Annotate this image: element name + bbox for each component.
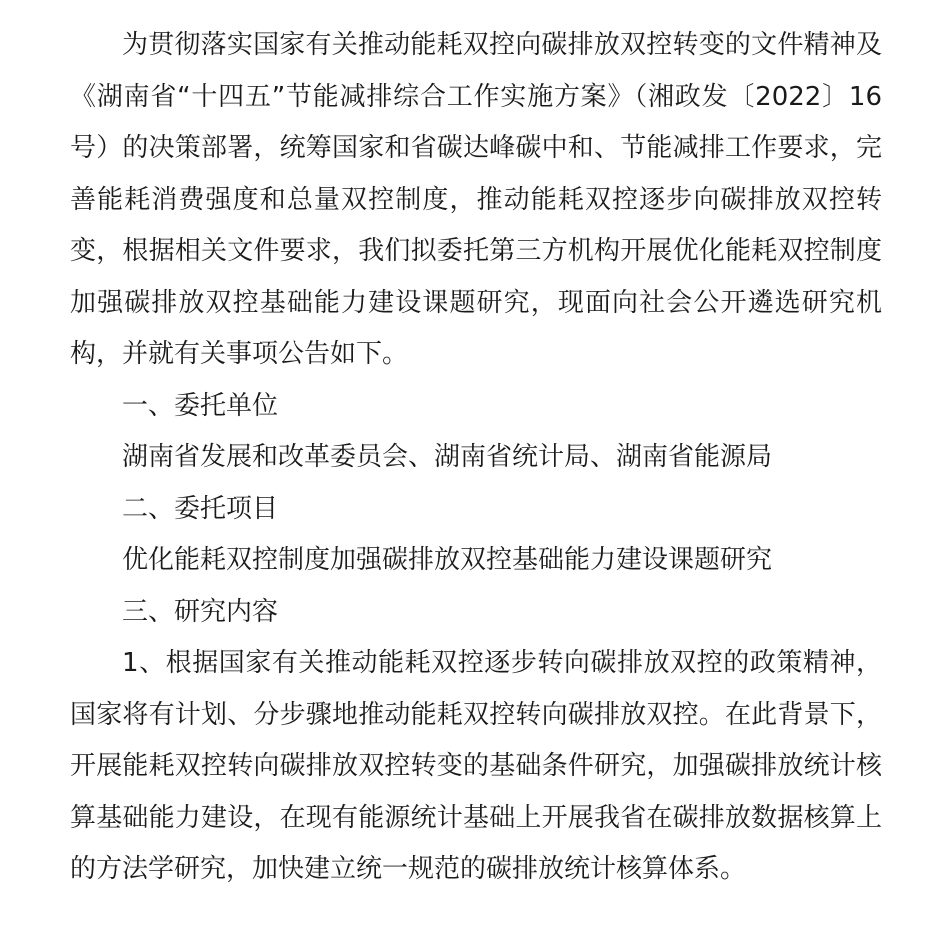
section-heading-research-content: 三、研究内容 bbox=[122, 596, 279, 627]
intro-paragraph: 为贯彻落实国家有关推动能耗双控向碳排放双控转变的文件精神及《湖南省“十四五”节能减排综合工作实施方案》（湘政发〔2022〕16号）的决策部署，统筹国家和省碳达峰碳中和、节能减排工作要求，完善能耗消费强度和总量双控制度，推动能耗双控逐步向碳排放双控转变，根据相关文件要求，我们拟委托第三方机构开展优化能耗双控制度加强碳排放双控基础能力建设课题研究，现面向社会公开遴选研究机构，并就有关事项公告如下。 bbox=[70, 30, 882, 369]
document-body bbox=[70, 20, 882, 896]
section-heading-entrusted-project: 二、委托项目 bbox=[122, 493, 279, 524]
entrusting-units-text: 湖南省发展和改革委员会、湖南省统计局、湖南省能源局 bbox=[122, 442, 773, 472]
section-heading-entrusting-units: 一、委托单位 bbox=[122, 390, 279, 421]
entrusted-project-text: 优化能耗双控制度加强碳排放双控基础能力建设课题研究 bbox=[122, 545, 773, 575]
research-content-item-1: 1、根据国家有关推动能耗双控逐步转向碳排放双控的政策精神，国家将有计划、分步骤地推动能耗双控转向碳排放双控。在此背景下，开展能耗双控转向碳排放双控转变的基础条件研究，加强碳排放统计核算基础能力建设，在现有能源统计基础上开展我省在碳排放数据核算上的方法学研究，加快建立统一规范的碳排放统计核算体系。 bbox=[70, 648, 882, 884]
